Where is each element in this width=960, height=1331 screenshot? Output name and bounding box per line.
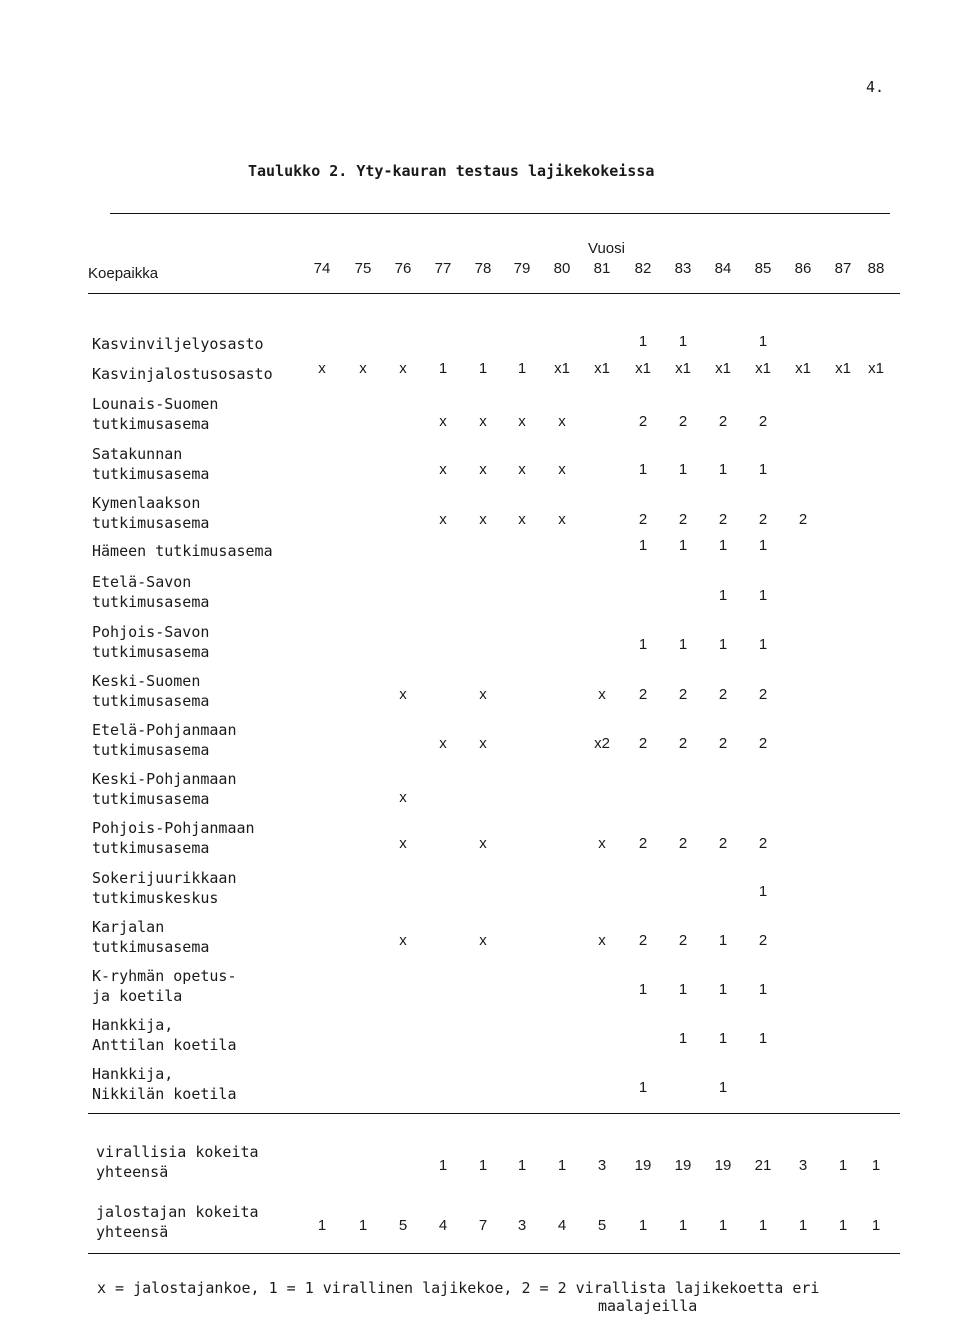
row-label-line: Hankkija, [92, 1065, 174, 1083]
row-label [92, 917, 332, 957]
table-cell: x [399, 360, 407, 377]
totals-cell: 1 [838, 1217, 848, 1234]
totals-cell: 1 [557, 1157, 567, 1174]
row-label-line: Pohjois-Savon [92, 623, 210, 641]
table-cell: 2 [798, 511, 808, 528]
table-cell: x2 [594, 735, 610, 752]
row-label-line: tutkimusasema [92, 692, 210, 710]
totals-cell: 4 [557, 1217, 567, 1234]
year-header-75: 75 [354, 260, 372, 277]
table-cell: 2 [718, 511, 728, 528]
table-cell: x [439, 735, 447, 752]
row-label [92, 572, 332, 612]
table-cell: 1 [638, 636, 648, 653]
table-cell: x1 [795, 360, 811, 377]
table-cell: 1 [678, 981, 688, 998]
table-cell: 2 [758, 932, 768, 949]
table-cell: 2 [718, 686, 728, 703]
totals-cell: 19 [634, 1157, 652, 1174]
row-label-line: tutkimusasema [92, 938, 210, 956]
row-label-line: K-ryhmän opetus- [92, 967, 237, 985]
row-label-line: Pohjois-Pohjanmaan [92, 819, 255, 837]
table-cell: 2 [678, 932, 688, 949]
year-header-88: 88 [867, 260, 885, 277]
footnote-rule [88, 1253, 900, 1254]
totals-cell: 3 [597, 1157, 607, 1174]
row-label [92, 1015, 332, 1055]
totals-cell: 1 [478, 1157, 488, 1174]
table-cell: 2 [758, 511, 768, 528]
table-cell: x [558, 413, 566, 430]
row-label-line: Anttilan koetila [92, 1036, 237, 1054]
table-cell: 1 [678, 537, 688, 554]
totals-label [96, 1202, 336, 1242]
row-label [92, 966, 332, 1006]
year-header-79: 79 [513, 260, 531, 277]
totals-cell: 7 [478, 1217, 488, 1234]
koepaikka-header: Koepaikka [88, 265, 159, 282]
footnote-line-1: x = jalostajankoe, 1 = 1 virallinen lajikekoe, 2 = 2 virallista lajikekoetta eri [97, 1279, 820, 1297]
table-cell: 1 [758, 883, 768, 900]
year-header-87: 87 [834, 260, 852, 277]
table-cell: x1 [554, 360, 570, 377]
table-cell: 1 [758, 537, 768, 554]
year-header-82: 82 [634, 260, 652, 277]
table-cell: x [558, 461, 566, 478]
table-cell: x [598, 932, 606, 949]
table-cell: x [439, 511, 447, 528]
totals-cell: 3 [517, 1217, 527, 1234]
row-label-line: tutkimusasema [92, 415, 210, 433]
totals-label-line: jalostajan kokeita [96, 1203, 259, 1221]
row-label-line: Keski-Suomen [92, 672, 201, 690]
totals-cell: 1 [871, 1217, 881, 1234]
row-label-line: ja koetila [92, 987, 183, 1005]
page-number: 4. [866, 78, 885, 96]
table-cell: 2 [678, 835, 688, 852]
totals-label-line: yhteensä [96, 1163, 169, 1181]
table-cell: x1 [868, 360, 884, 377]
row-label [92, 1064, 332, 1104]
table-cell: x [479, 735, 487, 752]
totals-cell: 19 [674, 1157, 692, 1174]
table-cell: 1 [678, 461, 688, 478]
totals-label-line: virallisia kokeita [96, 1143, 259, 1161]
vuosi-header: Vuosi [588, 240, 625, 257]
totals-cell: 21 [754, 1157, 772, 1174]
table-cell: x [479, 835, 487, 852]
totals-cell: 5 [597, 1217, 607, 1234]
totals-cell: 1 [871, 1157, 881, 1174]
table-cell: 1 [718, 461, 728, 478]
row-label [92, 671, 332, 711]
table-cell: 2 [678, 511, 688, 528]
row-label-line: tutkimusasema [92, 593, 210, 611]
table-cell: 1 [517, 360, 527, 377]
table-cell: x1 [594, 360, 610, 377]
row-label [92, 364, 332, 384]
table-cell: 2 [758, 686, 768, 703]
table-cell: 2 [638, 932, 648, 949]
table-cell: 1 [678, 1030, 688, 1047]
row-label-line: tutkimusasema [92, 741, 210, 759]
table-cell: x [399, 686, 407, 703]
totals-cell: 1 [718, 1217, 728, 1234]
year-header-85: 85 [754, 260, 772, 277]
table-cell: 1 [758, 636, 768, 653]
totals-cell: 3 [798, 1157, 808, 1174]
table-cell: 2 [758, 735, 768, 752]
row-label-line: Satakunnan [92, 445, 183, 463]
table-cell: x [479, 461, 487, 478]
row-label-line: Sokerijuurikkaan [92, 869, 237, 887]
year-header-77: 77 [434, 260, 452, 277]
year-header-81: 81 [593, 260, 611, 277]
row-label-line: Nikkilän koetila [92, 1085, 237, 1103]
year-header-86: 86 [794, 260, 812, 277]
table-cell: 2 [718, 835, 728, 852]
row-label-line: tutkimusasema [92, 465, 210, 483]
year-header-80: 80 [553, 260, 571, 277]
table-cell: 2 [678, 735, 688, 752]
totals-label [96, 1142, 336, 1182]
table-cell: x [359, 360, 367, 377]
totals-cell: 4 [438, 1217, 448, 1234]
table-cell: x [518, 511, 526, 528]
totals-cell: 19 [714, 1157, 732, 1174]
year-header-83: 83 [674, 260, 692, 277]
table-cell: 1 [758, 981, 768, 998]
table-cell: x1 [635, 360, 651, 377]
row-label [92, 720, 332, 760]
table-cell: 1 [758, 333, 768, 350]
row-label-line: tutkimusasema [92, 514, 210, 532]
row-label-line: tutkimusasema [92, 839, 210, 857]
totals-label-line: yhteensä [96, 1223, 169, 1241]
row-label [92, 394, 332, 434]
row-label-line: Hämeen tutkimusasema [92, 542, 273, 560]
table-cell: x [399, 789, 407, 806]
table-cell: x1 [675, 360, 691, 377]
table-cell: x [558, 511, 566, 528]
totals-cell: 1 [638, 1217, 648, 1234]
table-cell: 1 [638, 333, 648, 350]
row-label-line: Kasvinjalostusosasto [92, 365, 273, 383]
table-cell: 1 [718, 587, 728, 604]
year-header-74: 74 [313, 260, 331, 277]
table-cell: 2 [718, 735, 728, 752]
table-cell: 2 [638, 413, 648, 430]
table-cell: x [479, 686, 487, 703]
year-header-76: 76 [394, 260, 412, 277]
table-cell: 2 [638, 686, 648, 703]
row-label [92, 769, 332, 809]
year-header-78: 78 [474, 260, 492, 277]
table-cell: 1 [638, 537, 648, 554]
table-cell: 1 [638, 461, 648, 478]
table-cell: 1 [678, 636, 688, 653]
table-cell: x1 [715, 360, 731, 377]
table-cell: 1 [718, 537, 728, 554]
totals-cell: 1 [358, 1217, 368, 1234]
totals-cell: 5 [398, 1217, 408, 1234]
table-cell: x [439, 413, 447, 430]
top-rule [110, 213, 890, 214]
table-cell: x [318, 360, 326, 377]
row-label-line: Etelä-Pohjanmaan [92, 721, 237, 739]
table-cell: x [439, 461, 447, 478]
table-cell: 1 [438, 360, 448, 377]
table-cell: 1 [478, 360, 488, 377]
table-cell: 2 [638, 835, 648, 852]
table-cell: 2 [758, 413, 768, 430]
totals-cell: 1 [678, 1217, 688, 1234]
table-cell: x1 [755, 360, 771, 377]
row-label [92, 444, 332, 484]
table-cell: 1 [758, 461, 768, 478]
table-cell: 1 [718, 636, 728, 653]
table-cell: x [399, 932, 407, 949]
row-label [92, 622, 332, 662]
table-cell: 2 [638, 511, 648, 528]
totals-cell: 1 [517, 1157, 527, 1174]
totals-cell: 1 [317, 1217, 327, 1234]
row-label-line: Keski-Pohjanmaan [92, 770, 237, 788]
table-cell: 1 [638, 981, 648, 998]
year-header-84: 84 [714, 260, 732, 277]
row-label [92, 334, 332, 354]
totals-cell: 1 [838, 1157, 848, 1174]
table-cell: 2 [718, 413, 728, 430]
totals-cell: 1 [438, 1157, 448, 1174]
row-label [92, 868, 332, 908]
header-rule [88, 293, 900, 294]
table-cell: 1 [718, 1079, 728, 1096]
table-cell: x [479, 413, 487, 430]
row-label-line: tutkimusasema [92, 790, 210, 808]
row-label-line: Karjalan [92, 918, 165, 936]
row-label [92, 541, 332, 561]
table-cell: 2 [758, 835, 768, 852]
table-cell: 2 [638, 735, 648, 752]
row-label-line: tutkimusasema [92, 643, 210, 661]
table-cell: x [518, 413, 526, 430]
table-cell: x [479, 511, 487, 528]
table-cell: x1 [835, 360, 851, 377]
footnote-line-2: maalajeilla [598, 1297, 698, 1315]
table-cell: x [399, 835, 407, 852]
table-cell: x [598, 686, 606, 703]
table-cell: x [518, 461, 526, 478]
table-cell: x [479, 932, 487, 949]
table-cell: 1 [718, 981, 728, 998]
totals-cell: 1 [758, 1217, 768, 1234]
table-cell: 1 [758, 587, 768, 604]
row-label-line: Lounais-Suomen [92, 395, 219, 413]
row-label-line: Hankkija, [92, 1016, 174, 1034]
table-cell: x [598, 835, 606, 852]
table-title: Taulukko 2. Yty-kauran testaus lajikekokeissa [248, 162, 655, 180]
row-label-line: Kasvinviljelyosasto [92, 335, 264, 353]
row-label [92, 493, 332, 533]
table-cell: 1 [718, 1030, 728, 1047]
row-label-line: Kymenlaakson [92, 494, 201, 512]
table-cell: 2 [678, 686, 688, 703]
table-cell: 1 [638, 1079, 648, 1096]
table-cell: 2 [678, 413, 688, 430]
table-cell: 1 [678, 333, 688, 350]
row-label-line: Etelä-Savon [92, 573, 192, 591]
row-label-line: tutkimuskeskus [92, 889, 219, 907]
table-cell: 1 [758, 1030, 768, 1047]
totals-cell: 1 [798, 1217, 808, 1234]
row-label [92, 818, 332, 858]
totals-rule [88, 1113, 900, 1114]
table-cell: 1 [718, 932, 728, 949]
